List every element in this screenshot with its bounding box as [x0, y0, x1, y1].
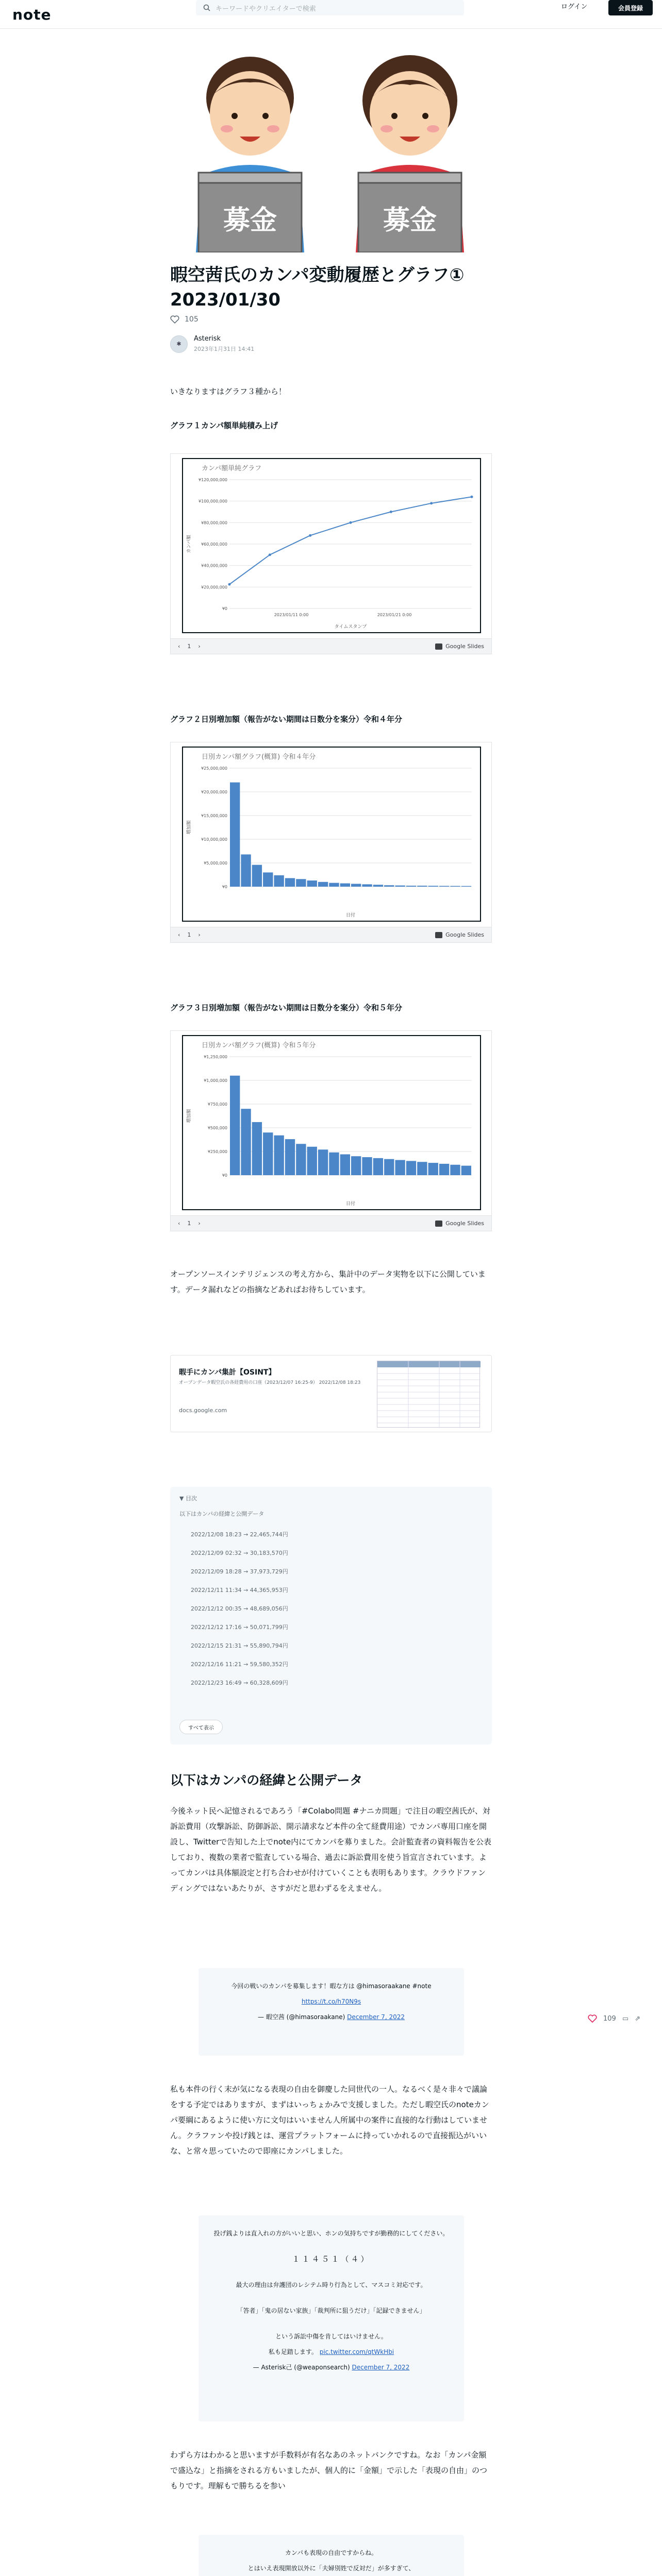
y-tick-label: ¥20,000,000	[201, 790, 227, 794]
bar	[340, 1155, 350, 1175]
bar	[395, 886, 405, 887]
bar	[362, 1157, 372, 1175]
toc-item[interactable]: 以下はカンパの経緯と公開データ	[179, 1511, 264, 1517]
y-tick-label: ¥1,000,000	[204, 1078, 227, 1083]
tweet-line: 最大の理由は弁護団のレシテム時り行為として、マスコミ対応です。	[236, 2281, 427, 2289]
prev-slide-icon[interactable]: ‹	[178, 931, 180, 938]
tweet-date[interactable]: December 7, 2022	[352, 2364, 410, 2371]
toc-heading[interactable]: ▼ 目次	[179, 1495, 197, 1502]
bar	[384, 885, 394, 887]
slides-icon	[435, 1221, 442, 1227]
body-paragraph-1: 今後ネット民へ記憶されるであろう「#Colabo問題 #ナニカ問題」で注目の暇空茜氏が、対訴訟費用（攻撃訴訟、防御訴訟、開示請求など本件の全て経費用途）でカンパ専用口座を開設し、Twitterで告知した上でnote内にてカンパを募りました。会計監査者の資料報告を公表しており、複数の業者で監査している場合、過去に訴訟費用を使う旨宣言されています。よってカンパは具体額設定と打ち合わせが付けていくことも表明もあります。クラウドファンディングではないあたりが、さすがだと思わずるをえません。	[170, 1806, 492, 1893]
data-point	[309, 534, 311, 537]
bar	[285, 878, 295, 887]
link-card-url: docs.google.com	[179, 1407, 227, 1414]
y-tick-label: ¥750,000	[207, 1102, 227, 1107]
heart-icon[interactable]	[588, 2014, 597, 2023]
toc-item[interactable]: 2022/12/09 02:32 → 30,183,570円	[191, 1550, 288, 1556]
note-logo[interactable]: note	[12, 6, 52, 23]
slides-icon	[435, 932, 442, 938]
bar	[340, 884, 350, 887]
y-tick-label: ¥1,250,000	[204, 1055, 227, 1059]
y-tick-label: ¥250,000	[207, 1149, 227, 1154]
section1-heading: グラフ１カンパ額単純積み上げ	[170, 421, 278, 430]
tweet-line: という訴訟中傷を肯してはいけません。	[275, 2333, 387, 2340]
bar	[230, 783, 240, 887]
slides-icon	[435, 643, 442, 650]
y-tick-label: ¥0	[222, 885, 227, 889]
data-point	[390, 511, 392, 513]
link-card[interactable]	[170, 1355, 492, 1432]
y-tick-label: ¥0	[222, 606, 227, 611]
bar	[307, 880, 317, 887]
bar	[252, 1122, 262, 1175]
bar	[318, 882, 328, 887]
bar	[439, 1164, 449, 1175]
post-date: 2023年1月31日 14:41	[194, 346, 255, 352]
tweet-author: — Asterisk己 (@weaponsearch)	[253, 2364, 350, 2371]
y-tick-label: ¥0	[222, 1173, 227, 1178]
like-row[interactable]	[170, 315, 198, 324]
bar	[362, 884, 372, 887]
page-number: 1	[187, 643, 191, 650]
slides-label[interactable]: Google Slides	[445, 643, 484, 650]
prev-slide-icon[interactable]: ‹	[178, 1220, 180, 1227]
bar	[373, 885, 383, 887]
y-tick-label: ¥80,000,000	[201, 520, 227, 526]
section-heading-h2: 以下はカンパの経緯と公開データ	[170, 1773, 363, 1788]
bar	[318, 1149, 328, 1175]
bar	[296, 879, 306, 887]
bar-chart-r4	[183, 748, 480, 921]
tweet-text: 今回の戦いのカンパを募集します！暇な方は @himasoraakane #note	[231, 1982, 432, 1990]
bar	[406, 886, 416, 887]
like-count: 105	[185, 315, 198, 324]
next-slide-icon[interactable]: ›	[198, 1220, 201, 1227]
tweet-embed-1[interactable]	[198, 1968, 464, 2056]
tweet-link[interactable]: pic.twitter.com/qtWkHbi	[319, 2348, 394, 2355]
toc-item[interactable]: 2022/12/11 11:34 → 44,365,953円	[191, 1587, 288, 1594]
bar	[252, 865, 262, 887]
osint-paragraph: オープンソースインテリジェンスの考え方から、集計中のデータ実物を以下に公開しています。データ漏れなどの指摘などあればお待ちしています。	[170, 1269, 486, 1294]
bar-chart-r5	[183, 1036, 480, 1209]
bar	[274, 875, 284, 887]
line-chart	[183, 459, 480, 632]
bar	[428, 886, 438, 887]
toc-item[interactable]: 2022/12/09 18:28 → 37,973,729円	[191, 1568, 288, 1575]
show-all-button[interactable]: すべて表示	[179, 1720, 223, 1734]
bar	[329, 883, 339, 887]
next-slide-icon[interactable]: ›	[198, 931, 201, 938]
tweet-link[interactable]: https://t.co/h70N9s	[301, 1998, 361, 2005]
avatar[interactable]: ✱	[170, 335, 188, 353]
x-axis-label: タイムスタンプ	[334, 624, 367, 630]
chart-title: カンパ額単純グラフ	[202, 465, 262, 472]
bar	[351, 1156, 361, 1175]
link-card-description: オープンデータ暇空氏の各経費用の口座（2023/12/07 16:25-9） 2022/12/08 18:23	[179, 1380, 361, 1385]
search-input[interactable]	[196, 0, 464, 15]
link-card-title[interactable]: 暇手にカンパ集計【OSINT】	[179, 1368, 276, 1377]
right-donation-box	[358, 173, 461, 252]
donation-illustration	[170, 52, 490, 252]
bar	[395, 1160, 405, 1175]
left-sign-text: 募金	[223, 205, 277, 236]
tweet-line: カンパも表現の自由ですからね。	[285, 2549, 378, 2556]
body-paragraph-2: 私も本件の行く末が気になる表現の自由を御慶した同世代の一人。なるべく是々非々で議論をする予定ではありますが、まずはいっちょかみで支援しました。ただし暇空氏のnoteカンパ要綱にあるように使い方に文句はいいません人所属中の案件に直接的な行動はしていません。クラファンや投げ銭とは、運営プラットフォームに持っていかれるので直接振込がいいな、と常々思っていたので即座にカンパしました。	[170, 2084, 489, 2156]
data-point	[269, 553, 271, 556]
y-tick-label: ¥10,000,000	[201, 837, 227, 842]
next-slide-icon[interactable]: ›	[198, 643, 201, 650]
bar	[351, 884, 361, 887]
left-donation-box	[198, 173, 302, 252]
y-tick-label: ¥20,000,000	[201, 585, 227, 590]
right-sign-text: 募金	[383, 205, 437, 236]
bar	[384, 1159, 394, 1175]
chart-title: 日別カンパ額グラフ(概算) 令和４年分	[202, 753, 316, 761]
slides-label[interactable]: Google Slides	[445, 931, 484, 938]
section3-heading: グラフ３日別増加額（報告がない期間は日数分を案分）令和５年分	[170, 1003, 403, 1012]
bar	[241, 1109, 251, 1175]
toc-item[interactable]: 2022/12/08 18:23 → 22,465,744円	[191, 1531, 288, 1538]
x-axis-label: 日付	[345, 1201, 356, 1207]
y-tick-label: ¥500,000	[207, 1126, 227, 1130]
bar	[329, 1153, 339, 1175]
toc-item[interactable]: 2022/12/12 17:16 → 50,071,799円	[191, 1624, 288, 1631]
bar	[406, 1161, 416, 1175]
slides-embed-1[interactable]	[170, 453, 492, 654]
data-point	[471, 496, 473, 498]
bar	[241, 854, 251, 887]
page-number: 1	[187, 1220, 191, 1227]
page-number: 1	[187, 931, 191, 938]
y-tick-label: ¥5,000,000	[204, 861, 227, 866]
bar	[274, 1136, 284, 1175]
tweet-line: 「答者」「鬼の居ない家族」「裁判所に狙うだけ」「記録できません」	[237, 2307, 426, 2314]
bar	[417, 886, 427, 887]
slides-label[interactable]: Google Slides	[445, 1220, 484, 1227]
spreadsheet-thumbnail	[377, 1361, 480, 1428]
body-paragraph-3: わずら方はわかると思いますが手数料が有名なあのネットバンクですね。なお「カンパ金額で盛込な」と指摘をされる方もいましたが、個人的に「金額」で示した「表現の自由」のつもりです。理解もで勝ちるを参い	[170, 2450, 488, 2490]
tweet-embed-2[interactable]	[198, 2215, 464, 2421]
y-tick-label: ¥25,000,000	[201, 766, 227, 771]
side-like-count: 109	[603, 2014, 616, 2023]
toc-item[interactable]: 2022/12/23 16:49 → 60,328,609円	[191, 1680, 288, 1686]
login-link[interactable]: ログイン	[561, 3, 588, 11]
slides-toolbar	[171, 927, 491, 942]
bar	[417, 1162, 427, 1175]
x-axis-label: 日付	[345, 913, 356, 918]
bar	[263, 872, 273, 887]
x-tick-label: 2023/01/21 0:00	[377, 613, 412, 617]
prev-slide-icon[interactable]: ‹	[178, 643, 180, 650]
signup-button[interactable]: 会員登録	[608, 0, 653, 15]
bar	[307, 1147, 317, 1175]
toc-item[interactable]: 2022/12/16 11:21 → 59,580,352円	[191, 1661, 288, 1668]
data-point	[228, 583, 231, 586]
bar	[450, 1165, 460, 1175]
bar	[461, 1166, 471, 1175]
top-header	[0, 0, 662, 29]
tweet-embed-3[interactable]	[198, 2535, 464, 2576]
slides-embed-3[interactable]	[170, 1030, 492, 1231]
y-tick-label: ¥40,000,000	[201, 563, 227, 568]
share-icon[interactable]: ⇗	[635, 2014, 641, 2023]
bar	[263, 1132, 273, 1175]
bar	[461, 886, 471, 887]
x-tick-label: 2023/01/11 0:00	[274, 613, 309, 617]
intro-text: いきなりますはグラフ３種から！	[170, 387, 287, 396]
table-of-contents	[170, 1487, 492, 1744]
data-point	[430, 502, 433, 504]
author-block[interactable]	[170, 335, 254, 353]
author-name[interactable]: Asterisk	[194, 335, 221, 343]
bar	[230, 1076, 240, 1175]
bookmark-icon[interactable]: ▭	[622, 2014, 629, 2023]
tweet-line: 私も足踏します。	[268, 2348, 318, 2355]
article-title: 暇空茜氏のカンパ変動履歴とグラフ① 2023/01/30	[170, 265, 465, 310]
series-line	[229, 497, 472, 584]
heart-icon[interactable]	[170, 315, 179, 324]
search-placeholder: キーワードやクリエイターで検索	[216, 5, 316, 13]
slides-embed-2[interactable]	[170, 742, 492, 943]
bar	[296, 1144, 306, 1175]
search-icon	[203, 4, 210, 11]
y-tick-label: ¥15,000,000	[201, 814, 227, 818]
bar	[428, 1163, 438, 1175]
tweet-date[interactable]: December 7, 2022	[347, 2013, 405, 2021]
tweet-line: 投げ銭よりは直入れの方がいいと思い、ホンの気持ちですが勤務的にしてください。	[213, 2230, 449, 2237]
slides-toolbar	[171, 638, 491, 654]
section2-heading: グラフ２日別増加額（報告がない期間は日数分を案分）令和４年分	[170, 715, 403, 724]
tweet-author: — 暇空茜 (@himasoraakane)	[258, 2013, 345, 2021]
y-axis-label: 増加額	[187, 1109, 192, 1123]
slides-toolbar	[171, 1215, 491, 1231]
y-tick-label: ¥120,000,000	[198, 478, 227, 482]
toc-item[interactable]: 2022/12/12 00:35 → 48,689,056円	[191, 1605, 288, 1612]
bar	[373, 1158, 383, 1175]
bar	[285, 1139, 295, 1175]
tweet-line: とはいえ表現開放以外に「夫婦別姓で反対だ」が多すぎて、	[247, 2565, 415, 2572]
bar	[450, 886, 460, 887]
toc-item[interactable]: 2022/12/15 21:31 → 55,890,794円	[191, 1642, 288, 1649]
hero-illustration	[170, 52, 490, 252]
side-actions	[588, 2014, 640, 2023]
chart-title: 日別カンパ額グラフ(概算) 令和５年分	[202, 1042, 316, 1049]
y-axis-label: カンパ額	[187, 535, 192, 553]
bar	[439, 886, 449, 887]
tweet-line: １１４５１（４）	[292, 2255, 371, 2264]
y-tick-label: ¥60,000,000	[201, 542, 227, 547]
data-point	[350, 521, 352, 524]
y-tick-label: ¥100,000,000	[198, 499, 227, 504]
y-axis-label: 増加額	[187, 820, 192, 835]
